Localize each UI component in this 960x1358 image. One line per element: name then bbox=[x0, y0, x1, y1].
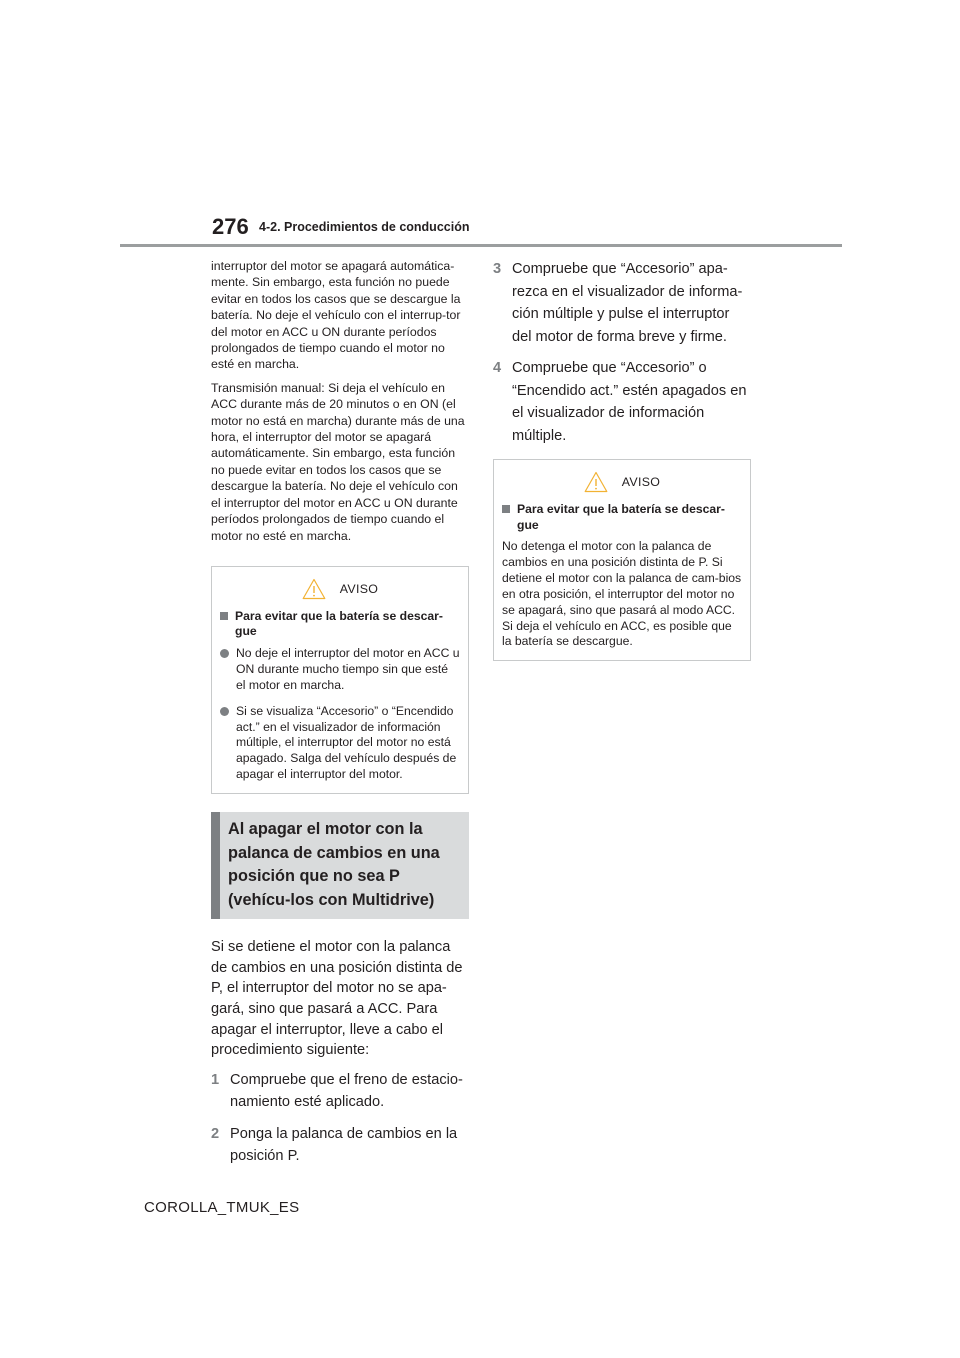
step-item bbox=[493, 357, 751, 447]
left-paragraph-1: interruptor del motor se apagará automática-mente. Sin embargo, esta función no puede evitar en todos los casos que se descargue la batería. No deje el vehículo con el interrup-tor del motor en ACC u ON durante períodos prolongados de tiempo cuando el motor no esté en marcha. bbox=[211, 259, 461, 372]
section-title: 4-2. Procedimientos de conducción bbox=[259, 220, 470, 234]
left-column bbox=[211, 258, 469, 1177]
right-column bbox=[493, 258, 751, 661]
step-text: Compruebe que el freno de estacio-namiento esté aplicado. bbox=[230, 1071, 463, 1111]
step-number: 4 bbox=[493, 360, 502, 376]
step-item bbox=[211, 1123, 469, 1168]
step-item bbox=[493, 258, 751, 348]
step-number: 2 bbox=[211, 1125, 220, 1142]
header-rule bbox=[120, 244, 842, 247]
aviso-label: AVISO bbox=[621, 475, 661, 489]
step-item bbox=[211, 1069, 469, 1114]
aviso-box-right bbox=[493, 459, 751, 661]
step-text: Compruebe que “Accesorio” o “Encendido act.” estén apagados en el visualizador de información múltiple. bbox=[512, 360, 747, 444]
aviso-label: AVISO bbox=[339, 581, 379, 596]
left-paragraph-2: Transmisión manual: Si deja el vehículo en ACC durante más de 20 minutos o en ON (el motor no está en marcha) durante más de una hora, el interruptor del motor se apagará automáticamente. Sin embargo, esta función no puede evitar en todos los casos que se descargue la batería. No deje el vehículo con el interruptor del motor en ACC u ON durante períodos prolongados de tiempo cuando el motor no esté en marcha. bbox=[211, 380, 465, 543]
step-text: Compruebe que “Accesorio” apa-rezca en el visualizador de informa-ción múltiple y pulse el interruptor del motor de forma breve y firme. bbox=[512, 261, 743, 345]
square-bullet-icon bbox=[502, 505, 510, 513]
round-bullet-icon bbox=[220, 707, 229, 716]
square-bullet-icon bbox=[220, 612, 228, 620]
aviso-bullet bbox=[220, 646, 460, 694]
warning-triangle-icon bbox=[584, 471, 608, 493]
aviso-subheading bbox=[502, 502, 742, 533]
aviso-subheading-text: Para evitar que la batería se descar-gue bbox=[235, 608, 443, 639]
footer-model-code: COROLLA_TMUK_ES bbox=[144, 1199, 300, 1216]
aviso-paragraph: No detenga el motor con la palanca de cambios en una posición distinta de P. Si detiene el motor con la palanca de cam-bios en otra posición, el interruptor del motor no se apagará, sino que pasará al modo ACC. Si deja el vehículo en ACC, es posible que la batería se descargue. bbox=[502, 539, 742, 649]
aviso-bullet bbox=[220, 704, 460, 784]
aviso-header bbox=[220, 575, 460, 603]
step-text: Ponga la palanca de cambios en la posición P. bbox=[230, 1125, 458, 1165]
aviso-subheading-text: Para evitar que la batería se descar-gue bbox=[517, 502, 725, 532]
aviso-header bbox=[502, 468, 742, 496]
step-number: 3 bbox=[493, 261, 502, 277]
page-number: 276 bbox=[212, 214, 249, 239]
aviso-box-left bbox=[211, 566, 469, 794]
body-paragraph: Si se detiene el motor con la palanca de cambios en una posición distinta de P, el interruptor del motor no se apa-gará, sino que pasará a ACC. Para apagar el interruptor, lleve a cabo el procedimiento siguiente: bbox=[211, 939, 463, 1059]
warning-triangle-icon bbox=[302, 578, 326, 600]
section-heading: Al apagar el motor con la palanca de cambios en una posición que no sea P (vehícu-los con Multidrive) bbox=[211, 812, 469, 919]
aviso-subheading bbox=[220, 609, 460, 640]
aviso-bullet-text: Si se visualiza “Accesorio” o “Encendido act.” en el visualizador de información múltiple, el interruptor del motor no está apagado. Salga del vehículo después de apagar el interruptor del motor. bbox=[236, 703, 457, 782]
aviso-bullet-text: No deje el interruptor del motor en ACC u ON durante mucho tiempo sin que esté el motor en marcha. bbox=[236, 645, 460, 692]
round-bullet-icon bbox=[220, 649, 229, 658]
step-number: 1 bbox=[211, 1071, 220, 1088]
